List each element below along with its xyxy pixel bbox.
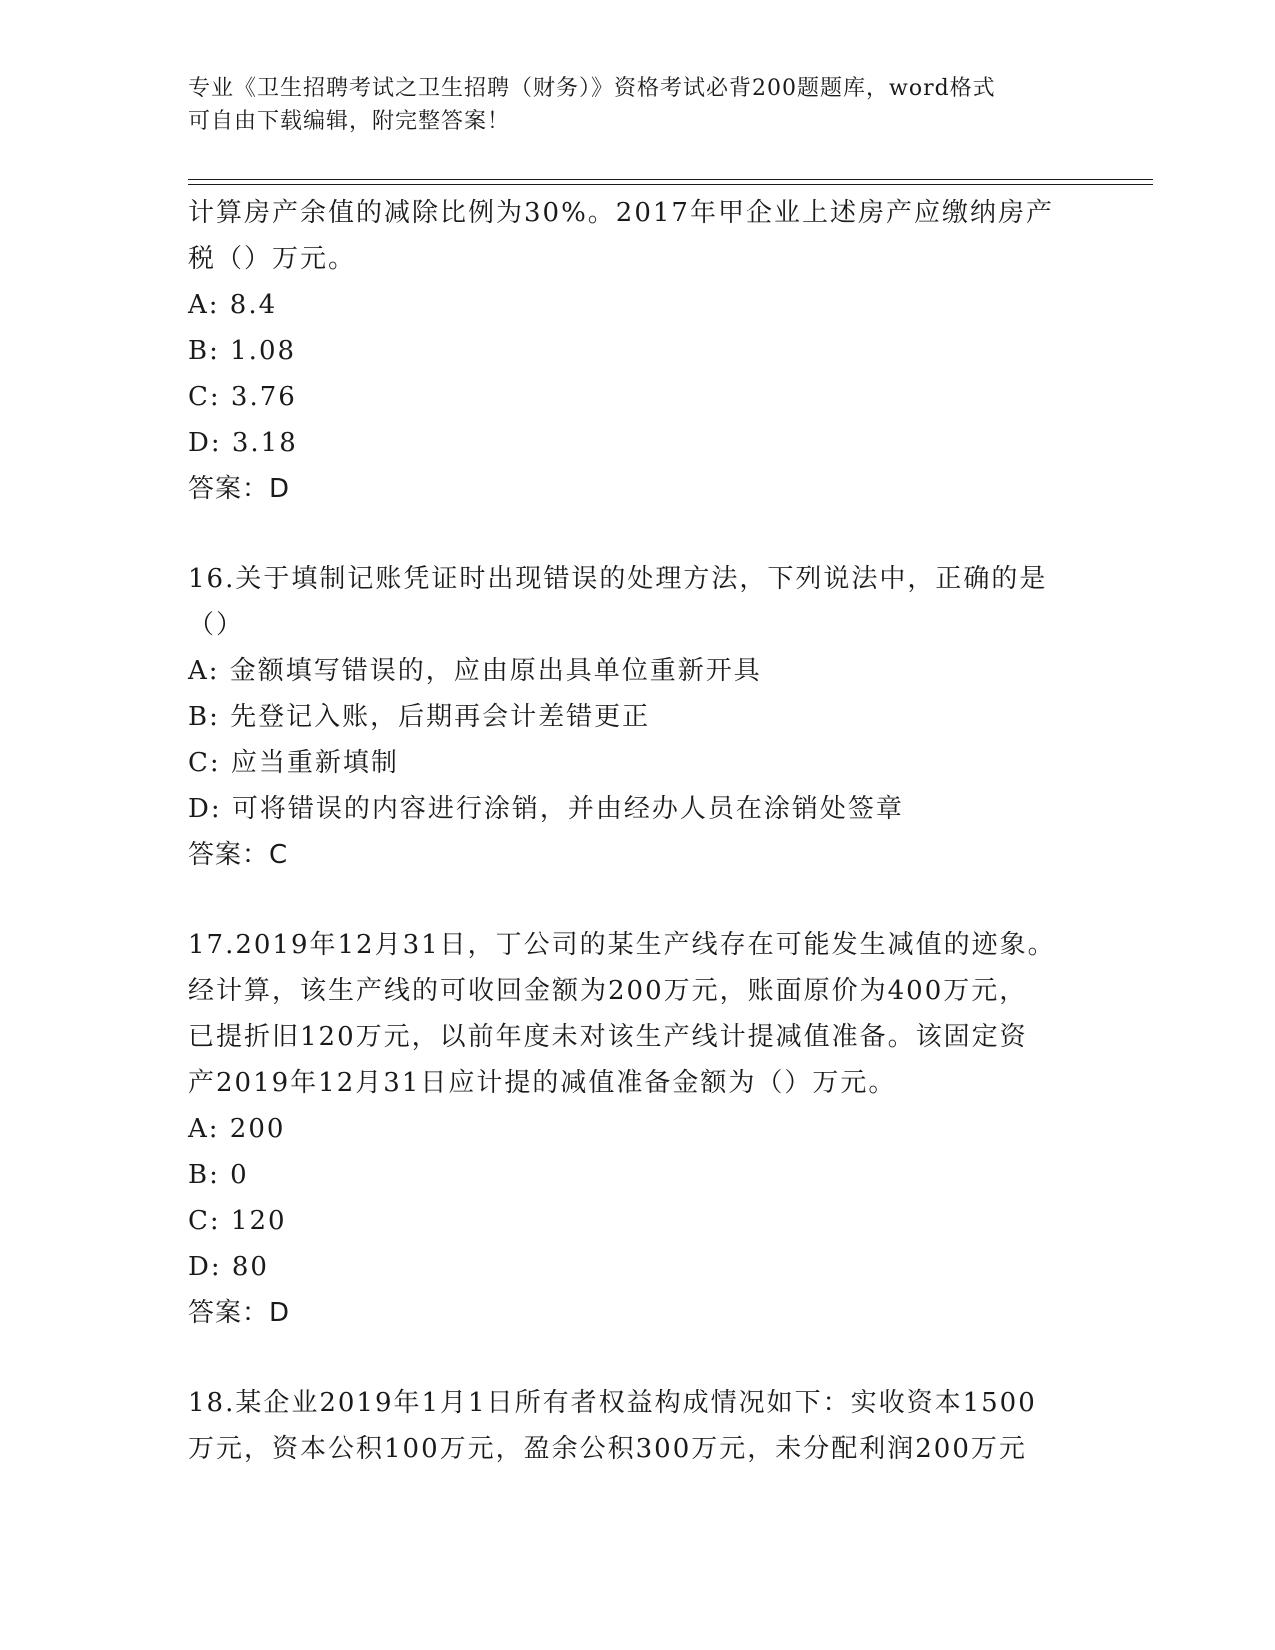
answer-line: 答案：C xyxy=(188,840,289,870)
question-gap xyxy=(188,512,1088,556)
question-stem-line: （） xyxy=(188,610,245,640)
question-stem-line: 产2019年12月31日应计提的减值准备金额为（）万元。 xyxy=(188,1068,897,1098)
header-rule-bottom xyxy=(188,184,1153,185)
answer-line: 答案：D xyxy=(188,474,291,504)
option-a: A: 8.4 xyxy=(188,290,278,320)
question-gap xyxy=(188,1336,1088,1380)
option-b: B: 0 xyxy=(188,1160,249,1190)
option-a: A: 200 xyxy=(188,1114,286,1144)
question-16 xyxy=(188,556,1088,878)
option-c: C: 3.76 xyxy=(188,382,297,412)
question-stem-line: 万元，资本公积100万元，盈余公积300万元，未分配利润200万元 xyxy=(188,1434,1027,1464)
option-d: D: 3.18 xyxy=(188,428,298,458)
question-stem-line: 16.关于填制记账凭证时出现错误的处理方法，下列说法中，正确的是 xyxy=(188,564,1048,594)
question-18 xyxy=(188,1380,1088,1472)
document-body xyxy=(188,190,1088,1472)
option-c: C: 120 xyxy=(188,1206,287,1236)
option-d: D: 80 xyxy=(188,1252,269,1282)
option-b: B: 先登记入账，后期再会计差错更正 xyxy=(188,702,651,732)
option-a: A: 金额填写错误的，应由原出具单位重新开具 xyxy=(188,656,762,686)
option-d: D: 可将错误的内容进行涂销，并由经办人员在涂销处签章 xyxy=(188,794,904,824)
header-line-1: 专业《卫生招聘考试之卫生招聘（财务）》资格考试必背200题题库，word格式 xyxy=(188,76,996,101)
document-header xyxy=(188,72,1088,138)
option-c: C: 应当重新填制 xyxy=(188,748,399,778)
question-stem-line: 已提折旧120万元，以前年度未对该生产线计提减值准备。该固定资 xyxy=(188,1022,1028,1052)
answer-line: 答案：D xyxy=(188,1298,291,1328)
question-gap xyxy=(188,878,1088,922)
question-17 xyxy=(188,922,1088,1336)
question-15 xyxy=(188,190,1088,512)
question-stem-line: 经计算，该生产线的可收回金额为200万元，账面原价为400万元， xyxy=(188,976,1028,1006)
question-stem-line: 18.某企业2019年1月1日所有者权益构成情况如下：实收资本1500 xyxy=(188,1388,1037,1418)
header-rule-top xyxy=(188,179,1153,180)
question-stem-line: 17.2019年12月31日，丁公司的某生产线存在可能发生减值的迹象。 xyxy=(188,930,1056,960)
question-stem-line: 税（）万元。 xyxy=(188,244,357,274)
option-b: B: 1.08 xyxy=(188,336,297,366)
header-line-2: 可自由下载编辑，附完整答案！ xyxy=(188,109,511,134)
question-stem-line: 计算房产余值的减除比例为30%。2017年甲企业上述房产应缴纳房产 xyxy=(188,198,1054,228)
